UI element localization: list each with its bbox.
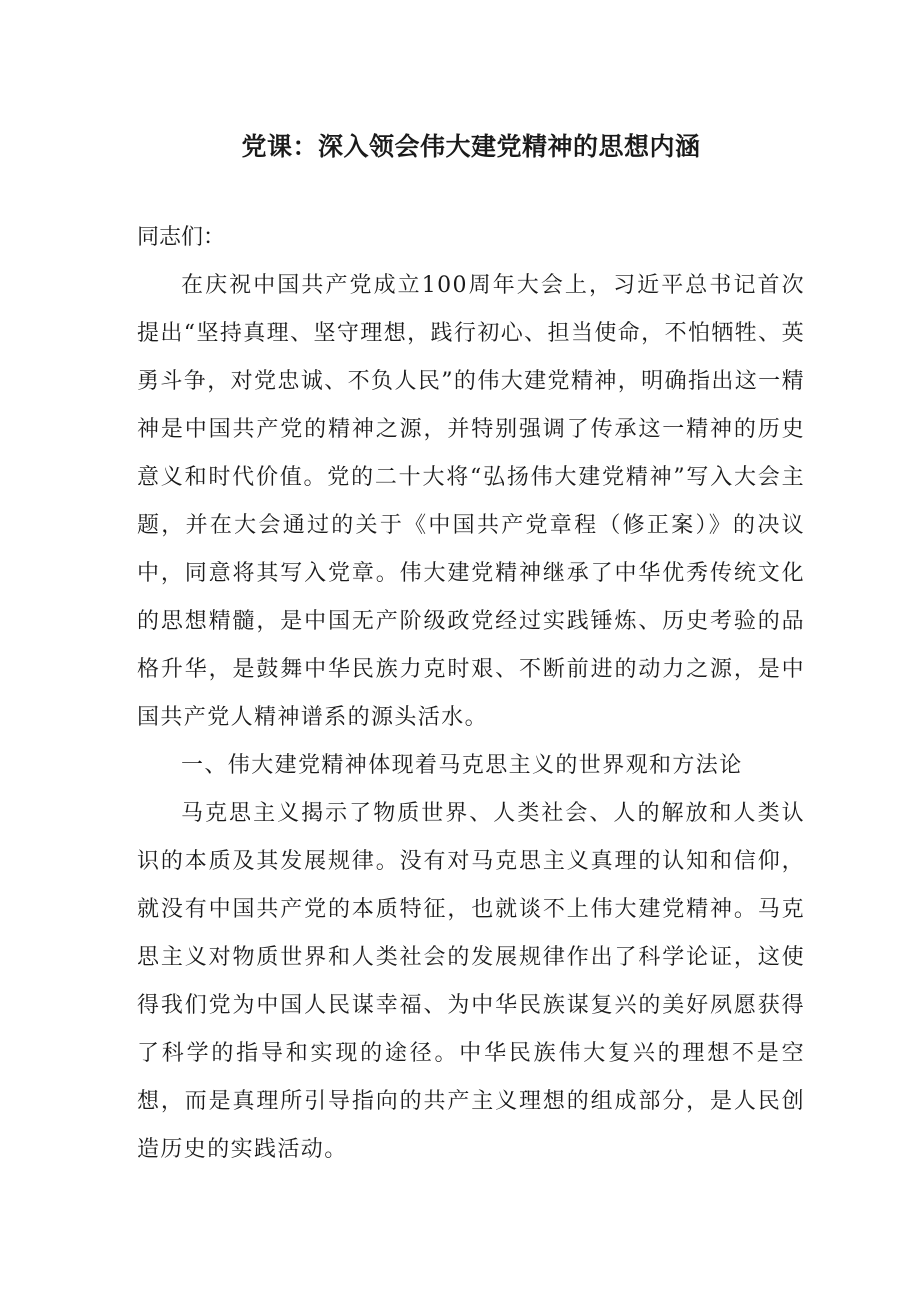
intro-paragraph: 在庆祝中国共产党成立100周年大会上，习近平总书记首次提出“坚持真理、坚守理想，践行初心、担当使命，不怕牺牲、英勇斗争，对党忠诚、不负人民”的伟大建党精神，明确指出这一精神是中国共产党的精神之源，并特别强调了传承这一精神的历史意义和时代价值。党的二十大将“弘扬伟大建党精神”写入大会主题，并在大会通过的关于《中国共产党章程（修正案）》的决议中，同意将其写入党章。伟大建党精神继承了中华优秀传统文化的思想精髓，是中国无产阶级政党经过实践锤炼、历史考验的品格升华，是鼓舞中华民族力克时艰、不断前进的动力之源，是中国共产党人精神谱系的源头活水。 [137,273,805,730]
section-paragraph: 马克思主义揭示了物质世界、人类社会、人的解放和人类认识的本质及其发展规律。没有对马克思主义真理的认知和信仰，就没有中国共产党的本质特征，也就谈不上伟大建党精神。马克思主义对物质世界和人类社会的发展规律作出了科学论证，这使得我们党为中国人民谋幸福、为中华民族谋复兴的美好夙愿获得了科学的指导和实现的途径。中华民族伟大复兴的理想不是空想，而是真理所引导指向的共产主义理想的组成部分，是人民创造历史的实践活动。 [137,801,805,1162]
document-title: 党课：深入领会伟大建党精神的思想内涵 [241,132,701,161]
section-heading: 一、伟大建党精神体现着马克思主义的世界观和方法论 [181,753,743,778]
salutation: 同志们： [137,225,226,250]
